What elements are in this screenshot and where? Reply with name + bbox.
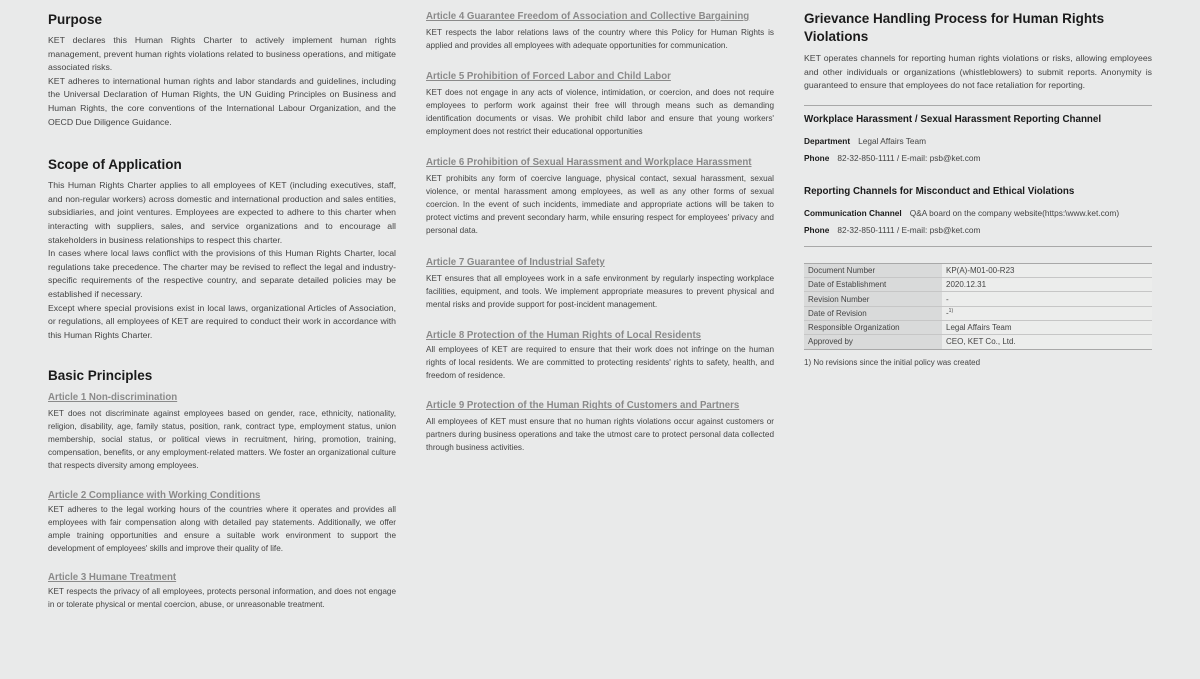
harassment-phone-row [804,152,1152,165]
article-1 [48,391,396,473]
row-value: CEO, KET Co., Ltd. [942,335,1152,349]
table-row [804,335,1152,349]
left-column [48,0,396,612]
article-4 [426,10,774,53]
scope-paragraph-1: This Human Rights Charter applies to all employees of KET (including executives, staff, and non-regular workers) across domestic and international production and sales entities, subsidiaries, and joint ventures. Employees are expected to adhere to this charter when interacting with suppliers, sales, and service organizations and to encourage all stakeholders in business relationships to respect this charter. [48,180,396,245]
article-text: KET respects the privacy of all employees, protects personal information, and does not engage in or tolerate physical or mental coercion, abuse, or unreasonable treatment. [48,587,396,610]
department-value: Legal Affairs Team [858,135,927,146]
row-label: Approved by [804,335,942,349]
channel-label: Communication Channel [804,207,902,218]
article-3 [48,571,396,612]
row-label: Responsible Organization [804,320,942,334]
article-text: KET respects the labor relations laws of the country where this Policy for Human Rights is applied and provides all employees with adequate opportunities for communication. [426,28,774,50]
middle-column [426,0,774,455]
article-6 [426,156,774,238]
article-title: Article 8 Protection of the Human Rights of Local Residents [426,329,702,341]
divider [804,246,1152,247]
divider [804,105,1152,106]
misconduct-channel-title: Reporting Channels for Misconduct and Ethical Violations [804,185,1075,197]
misconduct-channel-row [804,207,1152,220]
row-value: KP(A)-M01-00-R23 [942,263,1152,277]
article-text: All employees of KET must ensure that no human rights violations occur against customers or partners during business operations and take the utmost care to protect personal data collected through business activities. [426,417,774,453]
article-2 [48,489,396,556]
channel-value: Q&A board on the company website(https:\www.ket.com) [909,207,1120,218]
article-title: Article 5 Prohibition of Forced Labor and Child Labor [426,70,671,82]
article-title: Article 2 Compliance with Working Conditions [48,489,261,501]
phone-value: 82-32-850-1111 / E-mail: psb@ket.com [837,152,981,163]
scope-paragraph-2: In cases where local laws conflict with the provisions of this Human Rights Charter, local regulations take precedence. The charter may be revised to reflect the legal and industry-specific requirements of the respective country, and separate detailed policies may be established if necessary. [48,248,396,299]
phone-value: 82-32-850-1111 / E-mail: psb@ket.com [837,224,981,235]
article-title: Article 3 Humane Treatment [48,572,177,584]
row-label: Date of Establishment [804,278,942,292]
article-text: All employees of KET are required to ensure that their work does not infringe on the human rights of local residents. We are committed to protecting residents' rights to safety, health, and freedom of residence. [426,344,774,380]
article-9 [426,399,774,455]
article-text: KET does not engage in any acts of violence, intimidation, or coercion, and does not require employees to perform work against their free will through means such as demanding identification documents or visas. We prohibit child labor and ensure that young workers' employment does not restrict their educational opportunities [426,87,774,136]
article-5 [426,70,774,139]
purpose-heading: Purpose [48,12,103,27]
row-value: Legal Affairs Team [942,320,1152,334]
row-value [942,306,1152,320]
table-row [804,263,1152,277]
footnote: 1) No revisions since the initial policy was created [804,357,981,367]
row-label: Date of Revision [804,306,942,320]
row-value: 2020.12.31 [942,278,1152,292]
article-title: Article 9 Protection of the Human Rights of Customers and Partners [426,400,740,412]
article-title: Article 1 Non-discrimination [48,392,178,404]
purpose-paragraph-2: KET adheres to international human rights and labor standards and guidelines, including the Universal Declaration of Human Rights, the UN Guiding Principles on Business and Human Rights, the core conventions of the International Labour Organization, and the OECD Due Diligence Guidance. [48,75,396,127]
footnote-mark: 1) [948,308,954,315]
table-row [804,320,1152,334]
value-text: - [946,309,949,319]
phone-label: Phone [804,224,830,235]
article-text: KET adheres to the legal working hours of the countries where it operates and provides all employees with fair compensation along with detailed pay statements. Additionally, we offer ample training opportunities and ensure a suitable work environment to support the development of employees' skills and improve their quality of life. [48,504,396,553]
principles-heading: Basic Principles [48,368,153,384]
document-info-table [804,263,1152,350]
purpose-paragraph-1: KET declares this Human Rights Charter to actively implement human rights management, prevent human rights violations related to business operations, and mitigate associated risks. [48,35,396,73]
scope-heading: Scope of Application [48,157,182,173]
right-column [804,0,1152,369]
grievance-heading: Grievance Handling Process for Human Rights Violations [804,11,1105,44]
article-text: KET prohibits any form of coercive language, physical contact, sexual harassment, sexual violence, or mental harassment among employees, as well as any other forms of sexual coercion. In the event of such incidents, immediate and appropriate actions will be taken to protect victims and prevent secondary harm, while ensuring respect for employees' privacy and personal data. [426,174,774,236]
table-row [804,278,1152,292]
article-title: Article 7 Guarantee of Industrial Safety [426,256,605,268]
article-text: KET ensures that all employees work in a safe environment by regularly inspecting workplace facilities, equipment, and tools. We implement appropriate measures to prevent physical and mental risks and provide support for post-incident management. [426,273,774,309]
row-value: - [942,292,1152,306]
article-title: Article 4 Guarantee Freedom of Association and Collective Bargaining [426,11,750,22]
harassment-department-row [804,135,1152,148]
phone-label: Phone [804,152,830,163]
article-8 [426,329,774,383]
table-row [804,306,1152,320]
article-7 [426,256,774,312]
scope-paragraph-3: Except where special provisions exist in local laws, organizational Articles of Association, or regulations, all employees of KET are required to conduct their work in accordance with this Human Rights Charter. [48,302,396,340]
article-title: Article 6 Prohibition of Sexual Harassment and Workplace Harassment [426,157,752,169]
harassment-channel-title: Workplace Harassment / Sexual Harassment Reporting Channel [804,113,1102,125]
misconduct-phone-row [804,224,1152,237]
row-label: Revision Number [804,292,942,306]
grievance-intro: KET operates channels for reporting human rights violations or risks, allowing employees and other individuals or organizations (whistleblowers) to submit reports. Anonymity is guaranteed to ensure that employees do not face retaliation for reporting. [804,53,1152,91]
department-label: Department [804,135,851,146]
table-row [804,292,1152,306]
article-text: KET does not discriminate against employees based on gender, race, ethnicity, nationality, religion, disability, age, family status, position, rank, contract type, employment status, union membership, social status, or political views in recruitment, hiring, promotion, training, compensation, benefits, or any employment-related matters. We foster an organizational culture that respects diversity among employees. [48,409,396,470]
row-label: Document Number [804,263,942,277]
